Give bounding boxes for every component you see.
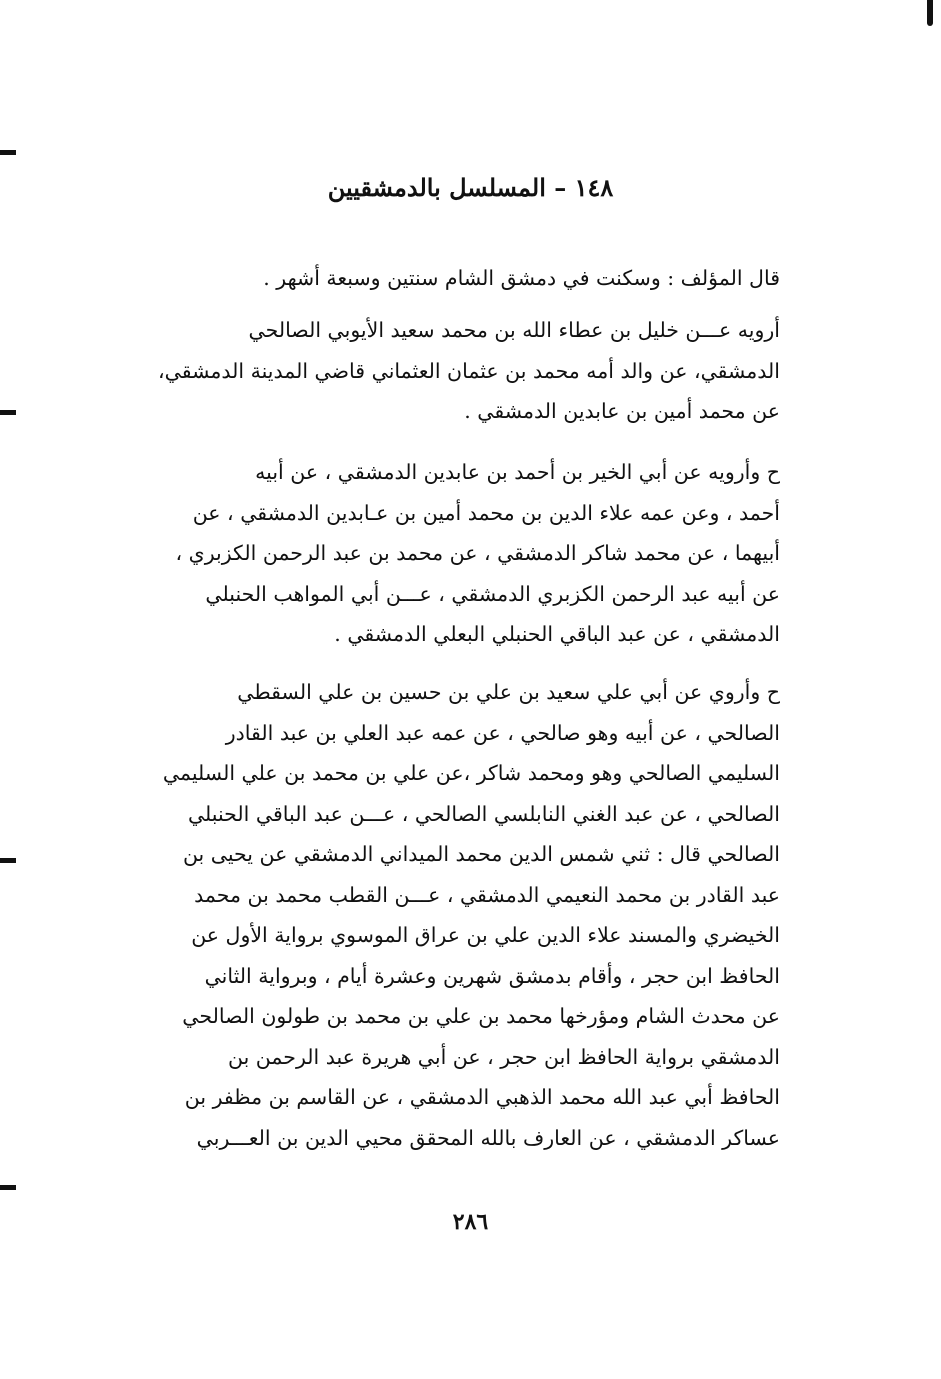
text-line: عبد القادر بن محمد النعيمي الدمشقي ، عـــن القطب محمد بن محمد bbox=[194, 882, 780, 907]
section-heading: ١٤٨ – المسلسل بالدمشقيين bbox=[327, 173, 614, 202]
text-line: الحافظ ابن حجر ، وأقام بدمشق شهرين وعشرة أيام ، وبرواية الثاني bbox=[204, 963, 780, 988]
text-line: ح وأرويه عن أبي الخير بن أحمد بن عابدين الدمشقي ، عن أبيه bbox=[255, 460, 780, 484]
text-line: ح وأروي عن أبي علي سعيد بن علي بن حسين بن علي السقطي bbox=[237, 680, 780, 704]
text-line: أرويه عـــن خليل بن عطاء الله بن محمد سعيد الأيوبي الصالحي bbox=[248, 318, 780, 342]
paragraph-2 bbox=[130, 452, 780, 655]
text-line: الحافظ أبي عبد الله محمد الذهبي الدمشقي ، عن القاسم بن مظفر بن bbox=[184, 1085, 780, 1109]
text-line: الدمشقي ، عن عبد الباقي الحنبلي البعلي الدمشقي . bbox=[334, 622, 780, 646]
scan-corner-mark bbox=[927, 0, 933, 26]
text-line: عن محمد أمين بن عابدين الدمشقي . bbox=[464, 399, 780, 423]
scan-edge-mark bbox=[0, 858, 16, 863]
scan-edge-mark bbox=[0, 410, 16, 415]
text-line: الدمشقي برواية الحافظ ابن حجر ، عن أبي هريرة عبد الرحمن بن bbox=[227, 1044, 780, 1069]
intro-paragraph bbox=[130, 258, 780, 299]
text-line: السليمي الصالحي وهو ومحمد شاكر ،عن علي بن محمد بن علي السليمي bbox=[162, 761, 780, 785]
text-line: أبيهما ، عن محمد شاكر الدمشقي ، عن محمد بن عبد الرحمن الكزبري ، bbox=[175, 541, 780, 565]
text-line: الخيضري والمسند علاء الدين علي بن عراق الموسوي برواية الأول عن bbox=[191, 923, 780, 947]
page-number: ٢٨٦ bbox=[452, 1209, 489, 1235]
text-line: الصالحي قال : ثني شمس الدين محمد الميداني الدمشقي عن يحيى بن bbox=[182, 842, 780, 866]
paragraph-1 bbox=[130, 310, 780, 432]
scan-edge-mark bbox=[0, 150, 16, 155]
text-line: عساكر الدمشقي ، عن العارف بالله المحقق محيي الدين بن العـــربي bbox=[196, 1125, 780, 1150]
text-line: عن أبيه عبد الرحمن الكزبري الدمشقي ، عـــن أبي المواهب الحنبلي bbox=[205, 581, 780, 606]
text-line: الصالحي ، عن عبد الغني النابلسي الصالحي ، عـــن عبد الباقي الحنبلي bbox=[187, 801, 780, 826]
text-line: أحمد ، وعن عمه علاء الدين بن محمد أمين بن عـابدين الدمشقي ، عن bbox=[192, 500, 780, 525]
text-line: قال المؤلف : وسكنت في دمشق الشام سنتين وسبعة أشهر . bbox=[263, 266, 780, 290]
text-line: الصالحي ، عن أبيه وهو صالحي ، عن عمه عبد العلي بن عبد القادر bbox=[225, 720, 780, 745]
paragraph-3 bbox=[130, 672, 780, 1158]
scan-edge-mark bbox=[0, 1185, 16, 1190]
text-line: الدمشقي، عن والد أمه محمد بن عثمان العثماني قاضي المدينة الدمشقي، bbox=[158, 358, 780, 383]
text-line: عن محدث الشام ومؤرخها محمد بن علي بن محمد بن طولون الصالحي bbox=[182, 1004, 780, 1028]
